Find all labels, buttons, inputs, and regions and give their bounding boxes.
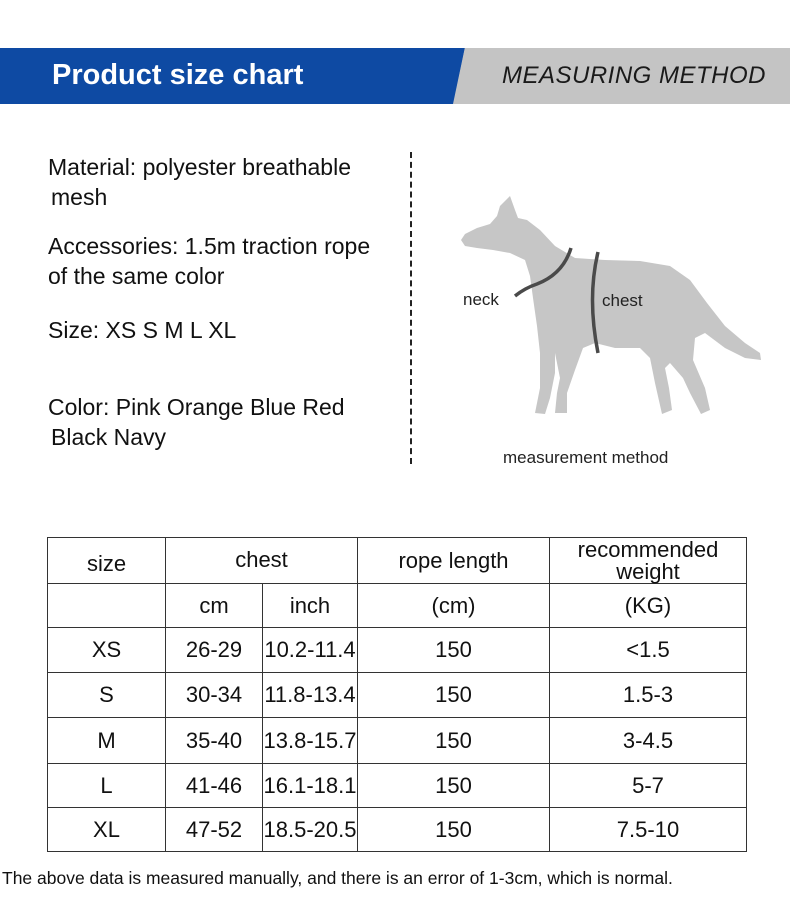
row-weight: 3-4.5 <box>550 718 747 764</box>
row-size: L <box>48 764 166 808</box>
unit-blank <box>48 584 166 628</box>
row-rope: 150 <box>358 673 550 718</box>
row-rope: 150 <box>358 764 550 808</box>
row-rope: 150 <box>358 718 550 764</box>
table-header-row <box>48 538 747 584</box>
row-chest-cm: 41-46 <box>166 764 263 808</box>
row-chest-inch: 18.5-20.5 <box>263 808 358 852</box>
row-chest-cm: 26-29 <box>166 628 263 673</box>
row-chest-inch: 16.1-18.1 <box>263 764 358 808</box>
spec-color-line-1: Color: Pink Orange Blue Red <box>48 394 345 420</box>
row-size: M <box>48 718 166 764</box>
dashed-divider <box>410 152 412 464</box>
header-chest: chest <box>166 538 358 584</box>
unit-weight: (KG) <box>550 584 747 628</box>
row-chest-cm: 47-52 <box>166 808 263 852</box>
header-rope-length: rope length <box>358 538 550 584</box>
spec-material <box>48 152 351 212</box>
row-weight: <1.5 <box>550 628 747 673</box>
spec-accessories <box>48 231 370 291</box>
row-chest-inch: 13.8-15.7 <box>263 718 358 764</box>
row-rope: 150 <box>358 808 550 852</box>
header-size: size <box>48 538 166 584</box>
row-chest-cm: 30-34 <box>166 673 263 718</box>
unit-cm: cm <box>166 584 263 628</box>
table-row <box>48 673 747 718</box>
page-title: Product size chart <box>52 59 304 91</box>
header-banner <box>0 48 790 104</box>
spec-material-line-1: Material: polyester breathable <box>48 154 351 180</box>
row-size: XL <box>48 808 166 852</box>
unit-inch: inch <box>263 584 358 628</box>
size-table <box>47 537 747 852</box>
header-recommended-weight: recommended weight <box>550 538 747 584</box>
row-size: XS <box>48 628 166 673</box>
row-weight: 5-7 <box>550 764 747 808</box>
table-row <box>48 764 747 808</box>
spec-color <box>48 392 345 452</box>
neck-label: neck <box>463 290 499 309</box>
unit-rope: (cm) <box>358 584 550 628</box>
spec-size-line-1: Size: XS S M L XL <box>48 317 237 343</box>
table-row <box>48 718 747 764</box>
row-weight: 1.5-3 <box>550 673 747 718</box>
diagram-caption: measurement method <box>503 448 669 467</box>
row-chest-inch: 11.8-13.4 <box>263 673 358 718</box>
spec-material-line-2: mesh <box>51 184 108 210</box>
spec-color-line-2: Black Navy <box>51 424 167 450</box>
spec-accessories-line-1: Accessories: 1.5m traction rope <box>48 233 371 259</box>
row-chest-cm: 35-40 <box>166 718 263 764</box>
chest-label: chest <box>602 291 643 310</box>
spec-accessories-line-2: of the same color <box>48 263 225 289</box>
table-row <box>48 808 747 852</box>
row-weight: 7.5-10 <box>550 808 747 852</box>
row-size: S <box>48 673 166 718</box>
table-unit-row <box>48 584 747 628</box>
row-rope: 150 <box>358 628 550 673</box>
table-row <box>48 628 747 673</box>
row-chest-inch: 10.2-11.4 <box>263 628 358 673</box>
measuring-method-heading: MEASURING METHOD <box>502 62 767 89</box>
spec-size <box>48 315 236 345</box>
footer-note: The above data is measured manually, and there is an error of 1-3cm, which is normal. <box>2 868 673 888</box>
